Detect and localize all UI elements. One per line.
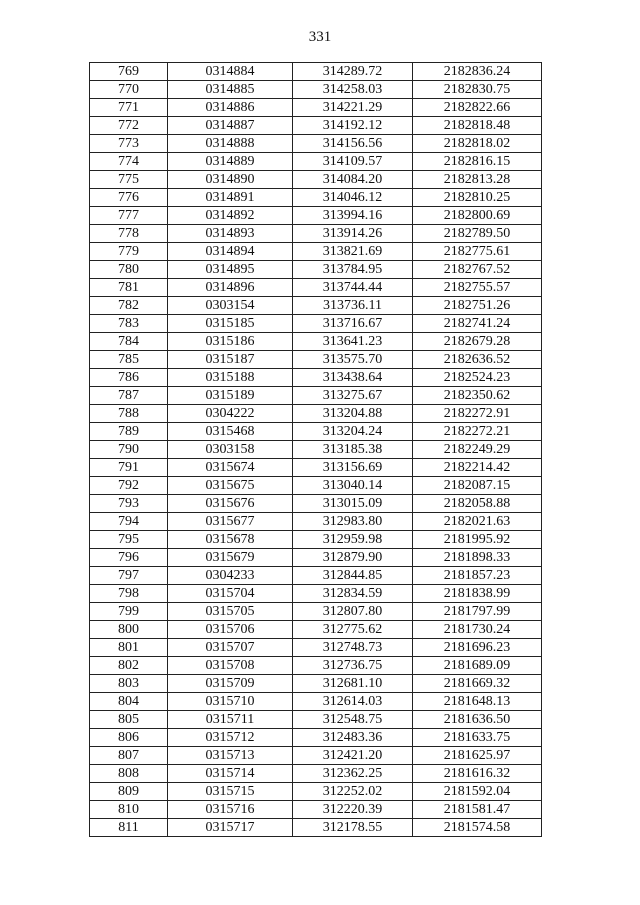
x-coordinate-cell: 312421.20 [293,747,413,765]
table-row [90,729,542,747]
table-row [90,81,542,99]
point-id-cell: 0314894 [168,243,293,261]
y-coordinate-cell: 2182272.21 [413,423,542,441]
x-coordinate-cell: 314192.12 [293,117,413,135]
table-row [90,675,542,693]
point-id-cell: 0314896 [168,279,293,297]
x-coordinate-cell: 312548.75 [293,711,413,729]
row-index-cell: 810 [90,801,168,819]
y-coordinate-cell: 2181669.32 [413,675,542,693]
row-index-cell: 794 [90,513,168,531]
coordinates-table [89,62,542,837]
point-id-cell: 0303154 [168,297,293,315]
table-row [90,261,542,279]
page-number: 331 [308,29,332,45]
table-row [90,315,542,333]
point-id-cell: 0315707 [168,639,293,657]
y-coordinate-cell: 2182810.25 [413,189,542,207]
point-id-cell: 0315704 [168,585,293,603]
table-row [90,765,542,783]
table-row [90,603,542,621]
point-id-cell: 0314893 [168,225,293,243]
point-id-cell: 0315705 [168,603,293,621]
table-row [90,549,542,567]
table-row [90,297,542,315]
point-id-cell: 0314895 [168,261,293,279]
x-coordinate-cell: 312959.98 [293,531,413,549]
y-coordinate-cell: 2182087.15 [413,477,542,495]
x-coordinate-cell: 313784.95 [293,261,413,279]
table-row [90,243,542,261]
point-id-cell: 0315708 [168,657,293,675]
x-coordinate-cell: 314084.20 [293,171,413,189]
x-coordinate-cell: 314156.56 [293,135,413,153]
point-id-cell: 0315677 [168,513,293,531]
point-id-cell: 0314886 [168,99,293,117]
table-row [90,441,542,459]
row-index-cell: 785 [90,351,168,369]
y-coordinate-cell: 2181838.99 [413,585,542,603]
y-coordinate-cell: 2182350.62 [413,387,542,405]
table-row [90,711,542,729]
y-coordinate-cell: 2181995.92 [413,531,542,549]
point-id-cell: 0315717 [168,819,293,837]
x-coordinate-cell: 313040.14 [293,477,413,495]
y-coordinate-cell: 2182836.24 [413,63,542,81]
point-id-cell: 0315187 [168,351,293,369]
table-body [90,63,542,837]
table-row [90,171,542,189]
point-id-cell: 0315706 [168,621,293,639]
point-id-cell: 0314888 [168,135,293,153]
x-coordinate-cell: 313156.69 [293,459,413,477]
row-index-cell: 797 [90,567,168,585]
x-coordinate-cell: 312748.73 [293,639,413,657]
row-index-cell: 804 [90,693,168,711]
x-coordinate-cell: 312775.62 [293,621,413,639]
y-coordinate-cell: 2182767.52 [413,261,542,279]
row-index-cell: 795 [90,531,168,549]
table-row [90,99,542,117]
y-coordinate-cell: 2181636.50 [413,711,542,729]
x-coordinate-cell: 312614.03 [293,693,413,711]
x-coordinate-cell: 312252.02 [293,783,413,801]
x-coordinate-cell: 313736.11 [293,297,413,315]
row-index-cell: 802 [90,657,168,675]
y-coordinate-cell: 2182789.50 [413,225,542,243]
row-index-cell: 792 [90,477,168,495]
point-id-cell: 0315186 [168,333,293,351]
point-id-cell: 0315711 [168,711,293,729]
y-coordinate-cell: 2181574.58 [413,819,542,837]
point-id-cell: 0315676 [168,495,293,513]
row-index-cell: 811 [90,819,168,837]
x-coordinate-cell: 312844.85 [293,567,413,585]
table-row [90,693,542,711]
point-id-cell: 0314884 [168,63,293,81]
x-coordinate-cell: 312178.55 [293,819,413,837]
table-row [90,351,542,369]
x-coordinate-cell: 313821.69 [293,243,413,261]
x-coordinate-cell: 312483.36 [293,729,413,747]
x-coordinate-cell: 314221.29 [293,99,413,117]
table-row [90,477,542,495]
x-coordinate-cell: 312983.80 [293,513,413,531]
point-id-cell: 0315675 [168,477,293,495]
table-row [90,135,542,153]
x-coordinate-cell: 312362.25 [293,765,413,783]
y-coordinate-cell: 2181898.33 [413,549,542,567]
point-id-cell: 0315678 [168,531,293,549]
y-coordinate-cell: 2181689.09 [413,657,542,675]
point-id-cell: 0314887 [168,117,293,135]
row-index-cell: 796 [90,549,168,567]
row-index-cell: 788 [90,405,168,423]
x-coordinate-cell: 312736.75 [293,657,413,675]
row-index-cell: 770 [90,81,168,99]
x-coordinate-cell: 313438.64 [293,369,413,387]
y-coordinate-cell: 2181730.24 [413,621,542,639]
x-coordinate-cell: 313994.16 [293,207,413,225]
y-coordinate-cell: 2182058.88 [413,495,542,513]
x-coordinate-cell: 314258.03 [293,81,413,99]
y-coordinate-cell: 2182800.69 [413,207,542,225]
point-id-cell: 0315716 [168,801,293,819]
table-row [90,495,542,513]
y-coordinate-cell: 2181581.47 [413,801,542,819]
point-id-cell: 0304222 [168,405,293,423]
row-index-cell: 776 [90,189,168,207]
row-index-cell: 779 [90,243,168,261]
x-coordinate-cell: 313185.38 [293,441,413,459]
table-row [90,585,542,603]
row-index-cell: 790 [90,441,168,459]
table-row [90,225,542,243]
row-index-cell: 801 [90,639,168,657]
point-id-cell: 0303158 [168,441,293,459]
table-row [90,783,542,801]
point-id-cell: 0315712 [168,729,293,747]
row-index-cell: 803 [90,675,168,693]
row-index-cell: 778 [90,225,168,243]
y-coordinate-cell: 2182524.23 [413,369,542,387]
x-coordinate-cell: 312681.10 [293,675,413,693]
point-id-cell: 0315674 [168,459,293,477]
row-index-cell: 791 [90,459,168,477]
y-coordinate-cell: 2182636.52 [413,351,542,369]
x-coordinate-cell: 313641.23 [293,333,413,351]
table-row [90,621,542,639]
coordinates-table-container [89,62,541,837]
point-id-cell: 0315709 [168,675,293,693]
y-coordinate-cell: 2182816.15 [413,153,542,171]
table-row [90,423,542,441]
row-index-cell: 806 [90,729,168,747]
row-index-cell: 786 [90,369,168,387]
x-coordinate-cell: 313204.88 [293,405,413,423]
table-row [90,657,542,675]
row-index-cell: 805 [90,711,168,729]
y-coordinate-cell: 2182214.42 [413,459,542,477]
point-id-cell: 0315714 [168,765,293,783]
y-coordinate-cell: 2182679.28 [413,333,542,351]
row-index-cell: 771 [90,99,168,117]
row-index-cell: 775 [90,171,168,189]
row-index-cell: 773 [90,135,168,153]
row-index-cell: 774 [90,153,168,171]
row-index-cell: 807 [90,747,168,765]
y-coordinate-cell: 2182822.66 [413,99,542,117]
y-coordinate-cell: 2181648.13 [413,693,542,711]
table-row [90,513,542,531]
table-row [90,63,542,81]
x-coordinate-cell: 314109.57 [293,153,413,171]
point-id-cell: 0315189 [168,387,293,405]
row-index-cell: 787 [90,387,168,405]
y-coordinate-cell: 2182813.28 [413,171,542,189]
table-row [90,801,542,819]
x-coordinate-cell: 313744.44 [293,279,413,297]
x-coordinate-cell: 313575.70 [293,351,413,369]
table-row [90,207,542,225]
table-row [90,279,542,297]
y-coordinate-cell: 2181857.23 [413,567,542,585]
point-id-cell: 0314885 [168,81,293,99]
point-id-cell: 0304233 [168,567,293,585]
row-index-cell: 800 [90,621,168,639]
y-coordinate-cell: 2181616.32 [413,765,542,783]
x-coordinate-cell: 313716.67 [293,315,413,333]
x-coordinate-cell: 313204.24 [293,423,413,441]
row-index-cell: 782 [90,297,168,315]
x-coordinate-cell: 313914.26 [293,225,413,243]
table-row [90,819,542,837]
x-coordinate-cell: 312220.39 [293,801,413,819]
table-row [90,333,542,351]
point-id-cell: 0315468 [168,423,293,441]
y-coordinate-cell: 2181592.04 [413,783,542,801]
row-index-cell: 789 [90,423,168,441]
point-id-cell: 0315188 [168,369,293,387]
y-coordinate-cell: 2182249.29 [413,441,542,459]
x-coordinate-cell: 312879.90 [293,549,413,567]
row-index-cell: 808 [90,765,168,783]
table-row [90,639,542,657]
y-coordinate-cell: 2182751.26 [413,297,542,315]
row-index-cell: 793 [90,495,168,513]
row-index-cell: 780 [90,261,168,279]
table-row [90,747,542,765]
row-index-cell: 784 [90,333,168,351]
y-coordinate-cell: 2181625.97 [413,747,542,765]
table-row [90,405,542,423]
x-coordinate-cell: 314289.72 [293,63,413,81]
table-row [90,459,542,477]
y-coordinate-cell: 2181633.75 [413,729,542,747]
y-coordinate-cell: 2182755.57 [413,279,542,297]
row-index-cell: 781 [90,279,168,297]
row-index-cell: 799 [90,603,168,621]
table-row [90,531,542,549]
y-coordinate-cell: 2182021.63 [413,513,542,531]
y-coordinate-cell: 2182272.91 [413,405,542,423]
table-row [90,153,542,171]
x-coordinate-cell: 312807.80 [293,603,413,621]
point-id-cell: 0314890 [168,171,293,189]
y-coordinate-cell: 2182741.24 [413,315,542,333]
table-row [90,189,542,207]
x-coordinate-cell: 314046.12 [293,189,413,207]
x-coordinate-cell: 313015.09 [293,495,413,513]
point-id-cell: 0314892 [168,207,293,225]
row-index-cell: 783 [90,315,168,333]
row-index-cell: 769 [90,63,168,81]
point-id-cell: 0315715 [168,783,293,801]
y-coordinate-cell: 2182818.48 [413,117,542,135]
y-coordinate-cell: 2182830.75 [413,81,542,99]
point-id-cell: 0315713 [168,747,293,765]
y-coordinate-cell: 2182818.02 [413,135,542,153]
x-coordinate-cell: 312834.59 [293,585,413,603]
row-index-cell: 798 [90,585,168,603]
table-row [90,567,542,585]
y-coordinate-cell: 2182775.61 [413,243,542,261]
table-row [90,387,542,405]
x-coordinate-cell: 313275.67 [293,387,413,405]
point-id-cell: 0315710 [168,693,293,711]
row-index-cell: 772 [90,117,168,135]
point-id-cell: 0315185 [168,315,293,333]
y-coordinate-cell: 2181797.99 [413,603,542,621]
row-index-cell: 809 [90,783,168,801]
point-id-cell: 0314889 [168,153,293,171]
point-id-cell: 0315679 [168,549,293,567]
point-id-cell: 0314891 [168,189,293,207]
table-row [90,117,542,135]
table-row [90,369,542,387]
y-coordinate-cell: 2181696.23 [413,639,542,657]
row-index-cell: 777 [90,207,168,225]
